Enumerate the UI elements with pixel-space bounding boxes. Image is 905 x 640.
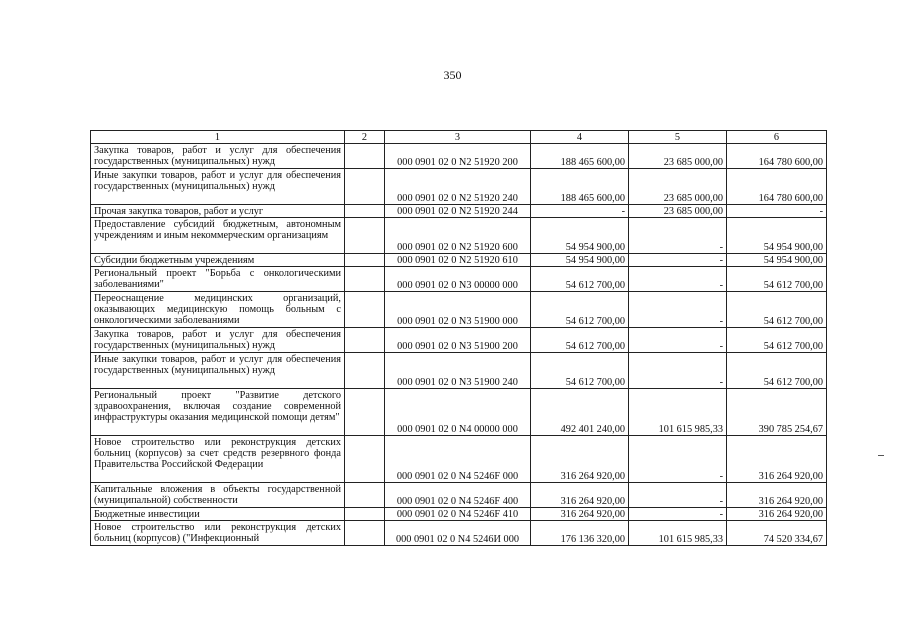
header-col-6: 6 — [727, 131, 827, 144]
row-value-4: 188 465 600,00 — [531, 144, 629, 169]
row-name: Переоснащение медицинских организаций, оказывающих медицинскую помощь больным с онкологическими заболеваниями — [91, 292, 345, 328]
row-value-6: 74 520 334,67 — [727, 521, 827, 546]
row-value-5: - — [629, 254, 727, 267]
row-value-5: - — [629, 353, 727, 389]
row-col2 — [345, 353, 385, 389]
row-code: 000 0901 02 0 N3 51900 200 — [385, 328, 531, 353]
row-code: 000 0901 02 0 N4 5246F 410 — [385, 508, 531, 521]
row-name: Закупка товаров, работ и услуг для обеспечения государственных (муниципальных) нужд — [91, 328, 345, 353]
table-row — [91, 205, 827, 218]
table-row — [91, 389, 827, 436]
row-value-6: 54 612 700,00 — [727, 328, 827, 353]
row-value-6: 54 612 700,00 — [727, 292, 827, 328]
row-col2 — [345, 205, 385, 218]
row-value-6: 316 264 920,00 — [727, 483, 827, 508]
row-col2 — [345, 521, 385, 546]
row-value-4: 54 954 900,00 — [531, 218, 629, 254]
table-row — [91, 521, 827, 546]
table-row — [91, 328, 827, 353]
header-col-4: 4 — [531, 131, 629, 144]
row-name: Закупка товаров, работ и услуг для обеспечения государственных (муниципальных) нужд — [91, 144, 345, 169]
table-row — [91, 218, 827, 254]
row-value-5: - — [629, 218, 727, 254]
row-value-4: 54 954 900,00 — [531, 254, 629, 267]
row-col2 — [345, 267, 385, 292]
table-row — [91, 169, 827, 205]
row-col2 — [345, 483, 385, 508]
row-col2 — [345, 328, 385, 353]
header-col-1: 1 — [91, 131, 345, 144]
row-code: 000 0901 02 0 N4 00000 000 — [385, 389, 531, 436]
row-code: 000 0901 02 0 N4 5246И 000 — [385, 521, 531, 546]
scan-mark — [878, 455, 884, 456]
row-col2 — [345, 292, 385, 328]
row-value-4: 316 264 920,00 — [531, 436, 629, 483]
row-name: Новое строительство или реконструкция детских больниц (корпусов) за счет средств резервного фонда Правительства Российской Федерации — [91, 436, 345, 483]
row-name: Прочая закупка товаров, работ и услуг — [91, 205, 345, 218]
row-code: 000 0901 02 0 N2 51920 610 — [385, 254, 531, 267]
row-value-6: 54 954 900,00 — [727, 254, 827, 267]
row-col2 — [345, 169, 385, 205]
row-name: Региональный проект "Развитие детского здравоохранения, включая создание современной инфраструктуры оказания медицинской помощи детям" — [91, 389, 345, 436]
table-row — [91, 267, 827, 292]
row-value-5: 23 685 000,00 — [629, 144, 727, 169]
row-value-6: 390 785 254,67 — [727, 389, 827, 436]
row-code: 000 0901 02 0 N3 51900 000 — [385, 292, 531, 328]
row-value-5: - — [629, 483, 727, 508]
row-value-4: 54 612 700,00 — [531, 267, 629, 292]
row-name: Иные закупки товаров, работ и услуг для обеспечения государственных (муниципальных) нужд — [91, 169, 345, 205]
row-name: Субсидии бюджетным учреждениям — [91, 254, 345, 267]
table-row — [91, 508, 827, 521]
row-value-6: 164 780 600,00 — [727, 169, 827, 205]
row-value-6: 54 954 900,00 — [727, 218, 827, 254]
table-row — [91, 483, 827, 508]
header-col-2: 2 — [345, 131, 385, 144]
row-value-6: 54 612 700,00 — [727, 267, 827, 292]
table-row — [91, 353, 827, 389]
row-value-6: 316 264 920,00 — [727, 436, 827, 483]
row-value-6: 54 612 700,00 — [727, 353, 827, 389]
page-number: 350 — [443, 68, 462, 82]
row-col2 — [345, 218, 385, 254]
row-value-5: - — [629, 436, 727, 483]
row-code: 000 0901 02 0 N3 51900 240 — [385, 353, 531, 389]
row-code: 000 0901 02 0 N2 51920 200 — [385, 144, 531, 169]
row-value-6: 164 780 600,00 — [727, 144, 827, 169]
row-name: Новое строительство или реконструкция детских больниц (корпусов) ("Инфекционный — [91, 521, 345, 546]
row-code: 000 0901 02 0 N2 51920 240 — [385, 169, 531, 205]
row-code: 000 0901 02 0 N2 51920 244 — [385, 205, 531, 218]
row-code: 000 0901 02 0 N4 5246F 000 — [385, 436, 531, 483]
row-value-5: - — [629, 328, 727, 353]
header-col-5: 5 — [629, 131, 727, 144]
row-col2 — [345, 254, 385, 267]
row-name: Предоставление субсидий бюджетным, автономным учреждениям и иным некоммерческим организациям — [91, 218, 345, 254]
row-value-5: - — [629, 508, 727, 521]
row-col2 — [345, 389, 385, 436]
row-col2 — [345, 508, 385, 521]
row-value-4: 54 612 700,00 — [531, 353, 629, 389]
row-value-4: 188 465 600,00 — [531, 169, 629, 205]
table-row — [91, 436, 827, 483]
row-code: 000 0901 02 0 N3 00000 000 — [385, 267, 531, 292]
row-code: 000 0901 02 0 N2 51920 600 — [385, 218, 531, 254]
row-value-4: 316 264 920,00 — [531, 508, 629, 521]
row-value-5: 23 685 000,00 — [629, 169, 727, 205]
row-value-5: 101 615 985,33 — [629, 521, 727, 546]
table-row — [91, 292, 827, 328]
row-value-5: - — [629, 267, 727, 292]
row-code: 000 0901 02 0 N4 5246F 400 — [385, 483, 531, 508]
row-col2 — [345, 144, 385, 169]
row-value-5: - — [629, 292, 727, 328]
row-value-4: - — [531, 205, 629, 218]
row-value-5: 23 685 000,00 — [629, 205, 727, 218]
row-value-6: 316 264 920,00 — [727, 508, 827, 521]
row-value-4: 492 401 240,00 — [531, 389, 629, 436]
row-value-4: 54 612 700,00 — [531, 292, 629, 328]
header-col-3: 3 — [385, 131, 531, 144]
row-col2 — [345, 436, 385, 483]
row-name: Капитальные вложения в объекты государственной (муниципальной) собственности — [91, 483, 345, 508]
row-value-4: 176 136 320,00 — [531, 521, 629, 546]
table-header-row — [91, 131, 827, 144]
budget-table — [90, 130, 827, 546]
row-value-4: 54 612 700,00 — [531, 328, 629, 353]
row-name: Бюджетные инвестиции — [91, 508, 345, 521]
row-name: Иные закупки товаров, работ и услуг для обеспечения государственных (муниципальных) нужд — [91, 353, 345, 389]
row-value-4: 316 264 920,00 — [531, 483, 629, 508]
table-row — [91, 144, 827, 169]
row-name: Региональный проект "Борьба с онкологическими заболеваниями" — [91, 267, 345, 292]
row-value-6: - — [727, 205, 827, 218]
table-row — [91, 254, 827, 267]
row-value-5: 101 615 985,33 — [629, 389, 727, 436]
